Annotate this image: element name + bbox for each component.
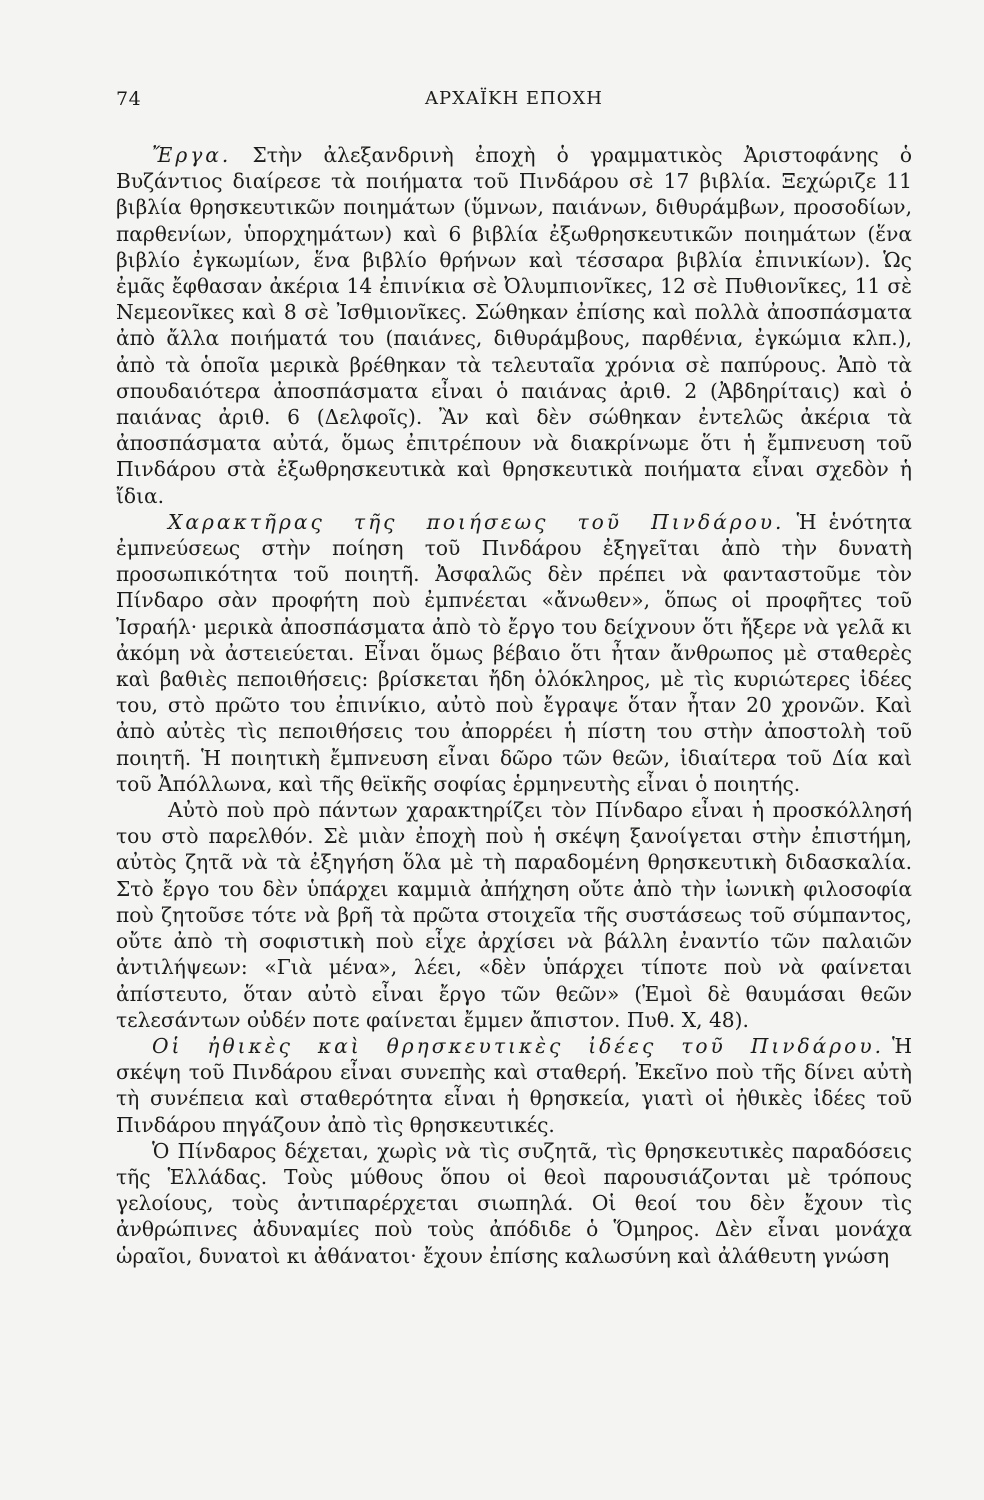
paragraph-text: Στὴν ἀλεξανδρινὴ ἐποχὴ ὁ γραμματικὸς Ἀριστοφάνης ὁ Βυζάντιος διαίρεσε τὰ ποιήματα τοῦ Πινδάρου σὲ 17 βιβλία. Ξεχώριζε 11 βιβλία θρησκευτικῶν ποιημάτων (ὕμνων, παιάνων, διθυράμβων, προσοδίων, παρθενίων, ὑπορχημάτων) καὶ 6 βιβλία ἐξωθρησκευτικῶν ποιημάτων (ἕνα βιβλίο ἐγκωμίων, ἕνα βιβλίο θρήνων καὶ τέσσαρα βιβλία ἐπινικίων). Ὡς ἐμᾶς ἔφθασαν ἀκέρια 14 ἐπινίκια σὲ Ὀλυμπιονῖκες, 12 σὲ Πυθιονῖκες, 11 σὲ Νεμεονῖκες καὶ 8 σὲ Ἰσθμιονῖκες. Σώθηκαν ἐπίσης καὶ πολλὰ ἀποσπάσματα ἀπὸ ἄλλα ποιήματά του (παιάνες, διθυράμβους, παρθένια, ἐγκώμια κλπ.), ἀπὸ τὰ ὁποῖα μερικὰ βρέθηκαν τὰ τελευταῖα χρόνια σὲ παπύρους. Ἀπὸ τὰ σπουδαιότερα ἀποσπάσματα εἶναι ὁ παιάνας ἀριθ. 2 (Ἀβδηρίταις) καὶ ὁ παιάνας ἀριθ. 6 (Δελφοῖς). Ἂν καὶ δὲν σώθηκαν ἐντελῶς ἀκέρια τὰ ἀποσπάσματα αὐτά, ὅμως ἐπιτρέπουν νὰ διακρίνωμε ὅτι ἡ ἔμπνευση τοῦ Πινδάρου στὰ ἐξωθρησκευτικὰ καὶ θρησκευτικὰ ποιήματα εἶναι σχεδὸν ἡ ἴδια. <box>116 143 913 508</box>
running-head <box>116 88 912 118</box>
paragraph-text: Ὁ Πίνδαρος δέχεται, χωρὶς νὰ τὶς συζητᾶ, τὶς θρησκευτικὲς παραδόσεις τῆς Ἑλλάδας. Τοὺς μύθους ὅπου οἱ θεοὶ παρουσιάζονται μὲ τρόπους γελοίους, τοὺς ἀντιπαρέρχεται σιωπηλά. Οἱ θεοί του δὲν ἔχουν τὶς ἀνθρώπινες ἀδυναμίες ποὺ τοὺς ἀπόδιδε ὁ Ὅμηρος. Δὲν εἶναι μονάχα ὡραῖοι, δυνατοὶ κι ἀθάνατοι· ἔχουν ἐπίσης καλωσύνη καὶ ἀλάθευτη γνώση <box>116 1138 912 1268</box>
section-heading-ideas: Οἱ ἠθικὲς καὶ θρησκευτικὲς ἰδέες τοῦ Πινδάρου. <box>152 1033 885 1058</box>
paragraph-character <box>116 509 912 797</box>
section-heading-character: Χαρακτῆρας τῆς ποιήσεως τοῦ Πινδάρου. <box>168 509 785 534</box>
paragraph-past <box>116 797 912 1033</box>
body-text <box>116 142 912 1269</box>
paragraph-text: Αὐτὸ ποὺ πρὸ πάντων χαρακτηρίζει τὸν Πίνδαρο εἶναι ἡ προσκόλλησή του στὸ παρελθόν. Σὲ μιὰν ἐποχὴ ποὺ ἡ σκέψη ξανοίγεται στὴν ἐπιστήμη, αὐτὸς ζητᾶ νὰ τὰ ἐξηγήση ὅλα μὲ τὴ παραδομένη θρησκευτικὴ διδασκαλία. Στὸ ἔργο του δὲν ὑπάρχει καμμιὰ ἀπήχηση οὔτε ἀπὸ τὴν ἰωνικὴ φιλοσοφία ποὺ ζητοῦσε τότε νὰ βρῆ τὰ πρῶτα στοιχεῖα τῆς συστάσεως τοῦ σύμπαντος, οὔτε ἀπὸ τὴ σοφιστικὴ ποὺ εἶχε ἀρχίσει νὰ βάλλη ἐναντίο τῶν παλαιῶν ἀντιλήψεων: «Γιὰ μένα», λέει, «δὲν ὑπάρχει τίποτε ποὺ νὰ φαίνεται ἀπίστευτο, ὅταν αὐτὸ εἶναι ἔργο τῶν θεῶν» (Ἐμοὶ δὲ θαυμάσαι θεῶν τελεσάντων οὐδέν ποτε φαίνεται ἔμμεν ἄπιστον. Πυθ. Χ, 48). <box>116 798 912 1032</box>
paragraph-works <box>116 142 912 509</box>
paragraph-ideas <box>116 1033 912 1138</box>
paragraph-tradition <box>116 1138 912 1269</box>
paragraph-text: Ἡ ἑνότητα ἐμπνεύσεως στὴν ποίηση τοῦ Πινδάρου ἐξηγεῖται ἀπὸ τὴν δυνατὴ προσωπικότητα τοῦ ποιητῆ. Ἀσφαλῶς δὲν πρέπει νὰ φανταστοῦμε τὸν Πίνδαρο σὰν προφήτη ποὺ ἐμπνέεται «ἄνωθεν», ὅπως οἱ προφῆτες τοῦ Ἰσραήλ· μερικὰ ἀποσπάσματα ἀπὸ τὸ ἔργο του δείχνουν ὅτι ἤξερε νὰ γελᾶ κι ἀκόμη νὰ ἀστειεύεται. Εἶναι ὅμως βέβαιο ὅτι ἦταν ἄνθρωπος μὲ σταθερὲς καὶ βαθιὲς πεποιθήσεις: βρίσκεται ἤδη ὁλόκληρος, μὲ τὶς κυριώτερες ἰδέες του, στὸ πρῶτο του ἐπινίκιο, αὐτὸ ποὺ ἔγραψε ὅταν ἦταν 20 χρονῶν. Καὶ ἀπὸ αὐτὲς τὶς πεποιθήσεις του ἀπορρέει ἡ πίστη του στὴν ἀποστολὴ τοῦ ποιητῆ. Ἡ ποιητικὴ ἔμπνευση εἶναι δῶρο τῶν θεῶν, ἰδιαίτερα τοῦ Δία καὶ τοῦ Ἀπόλλωνα, καὶ τῆς θεϊκῆς σοφίας ἑρμηνευτὴς εἶναι ὁ ποιητής. <box>116 509 912 796</box>
paragraph-text: Ἡ σκέψη τοῦ Πινδάρου εἶναι συνεπὴς καὶ σταθερή. Ἐκεῖνο ποὺ τῆς δίνει αὐτὴ τὴ συνέπεια καὶ σταθερότητα εἶναι ἡ θρησκεία, γιατὶ οἱ ἠθικὲς ἰδέες τοῦ Πινδάρου πηγάζουν ἀπὸ τὶς θρησκευτικές. <box>116 1033 912 1137</box>
section-heading-works: Ἔργα. <box>152 143 232 167</box>
page-number: 74 <box>116 88 142 110</box>
running-title: ΑΡΧΑΪΚΗ ΕΠΟΧΗ <box>424 88 603 109</box>
